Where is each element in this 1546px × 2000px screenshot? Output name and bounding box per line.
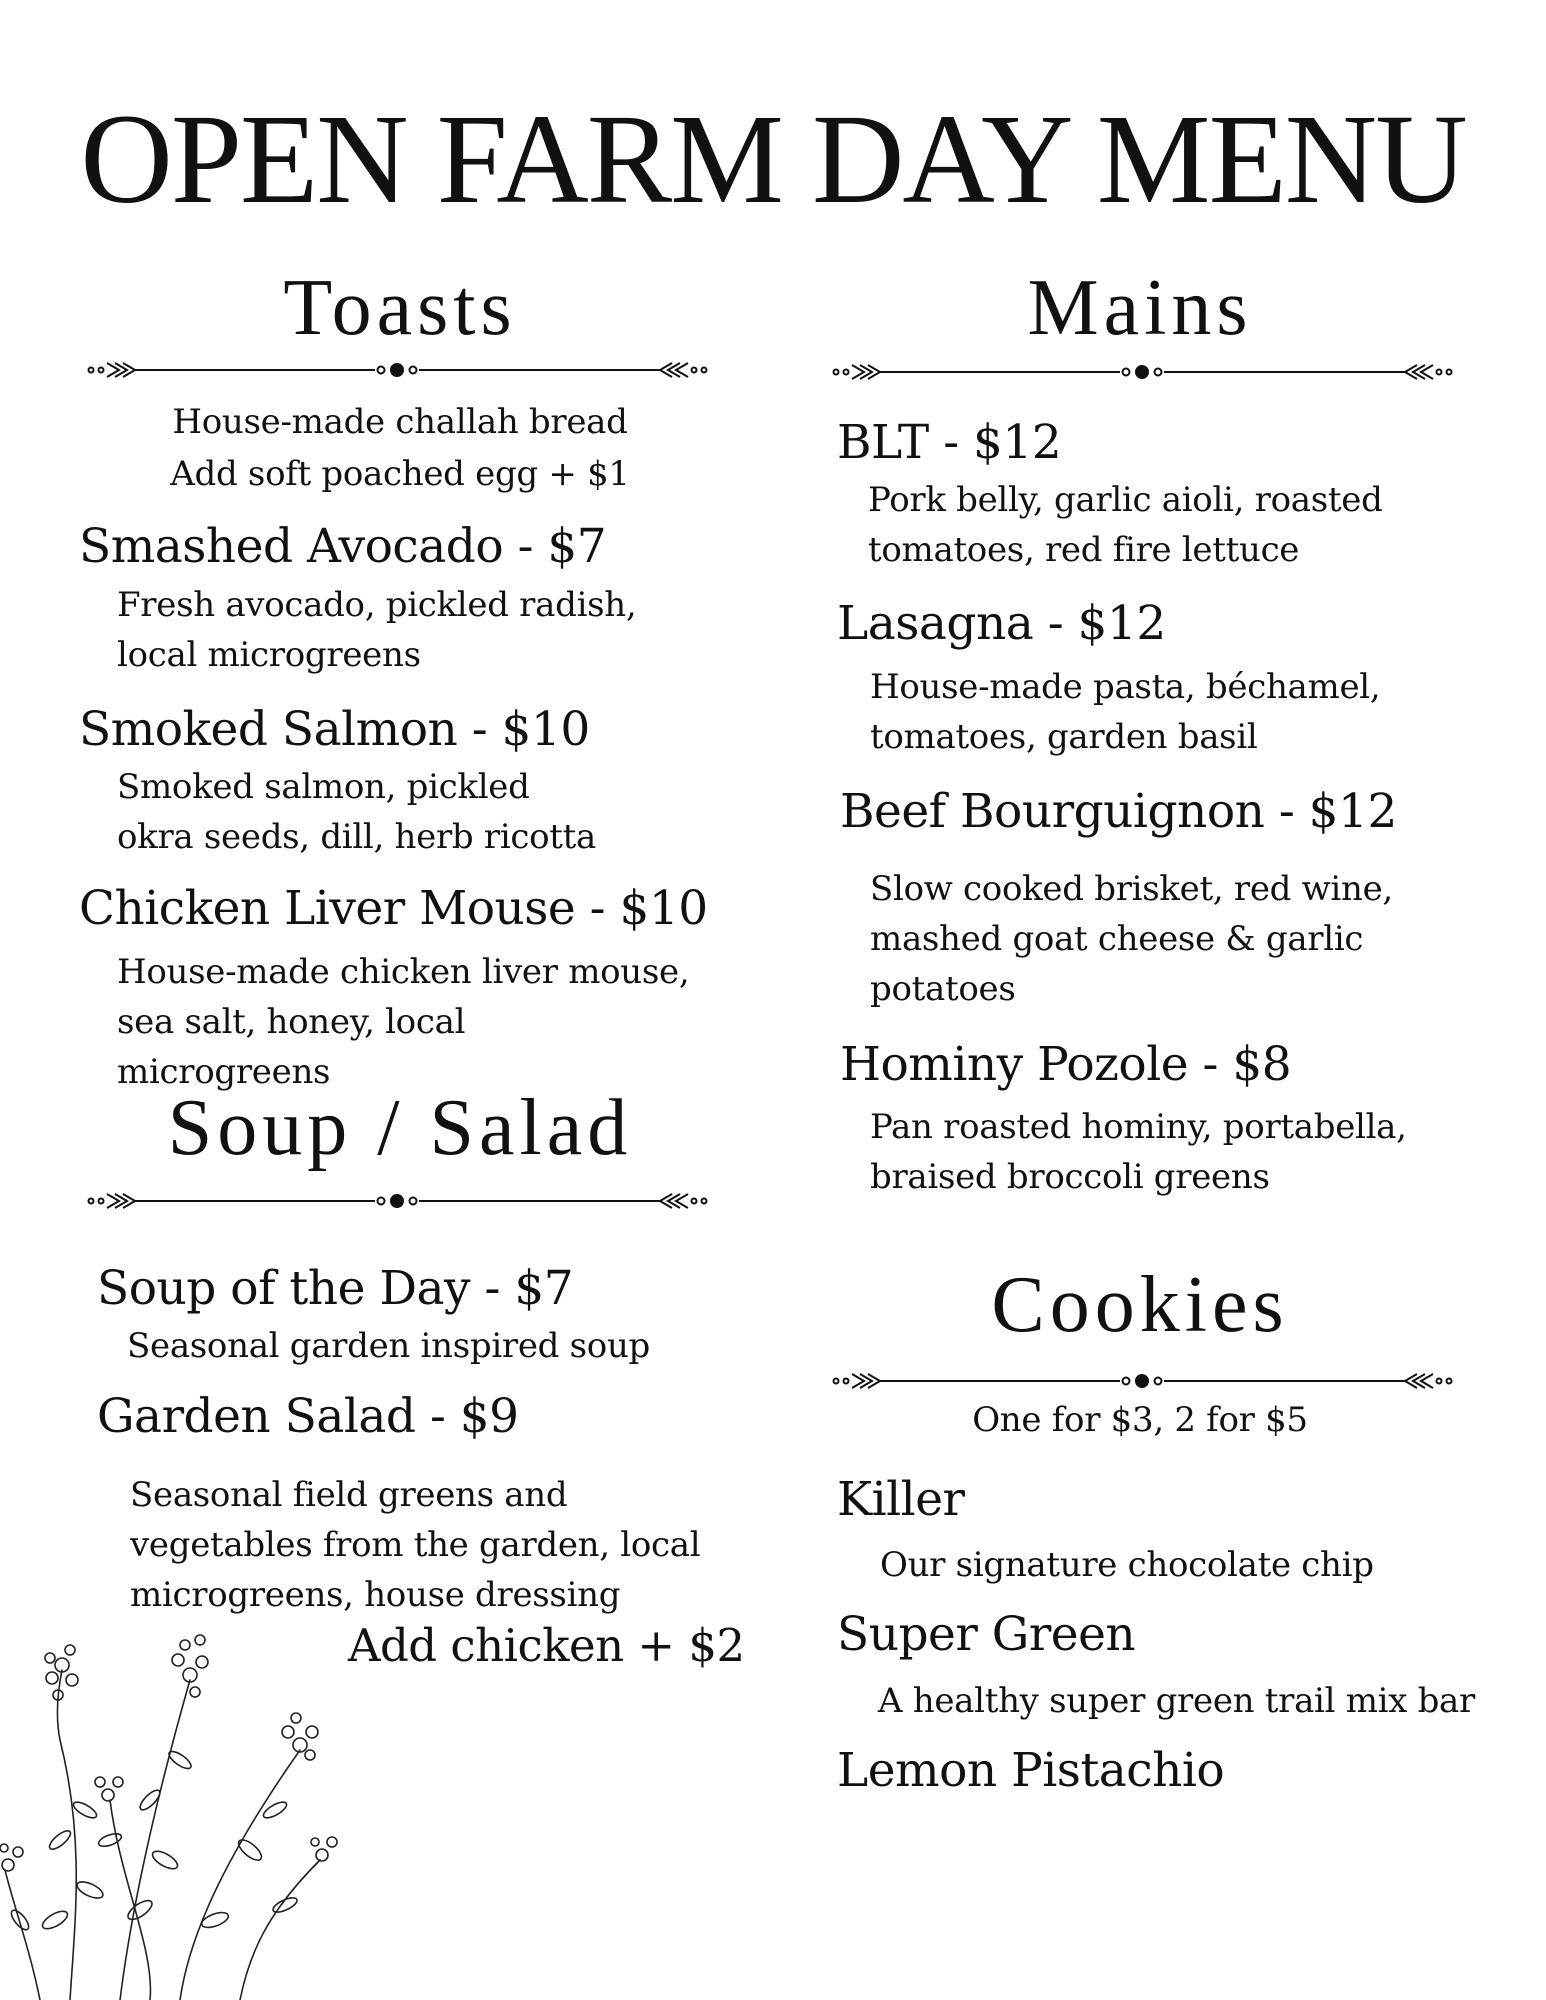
menu-item-name: Super Green bbox=[837, 1607, 1136, 1662]
menu-item-name: Killer bbox=[837, 1472, 965, 1527]
menu-item-desc: House-made pasta, béchamel, bbox=[870, 667, 1381, 707]
menu-item-name: Smoked Salmon - $10 bbox=[79, 702, 590, 757]
ornamental-divider-icon bbox=[89, 1194, 707, 1208]
menu-item-desc: tomatoes, red fire lettuce bbox=[868, 530, 1300, 570]
menu-item-name: Soup of the Day - $7 bbox=[97, 1261, 574, 1316]
menu-item-name: Hominy Pozole - $8 bbox=[840, 1037, 1292, 1092]
menu-item-desc: Seasonal field greens and bbox=[130, 1475, 568, 1515]
toasts-heading: Toasts bbox=[283, 264, 517, 352]
divider-soup-salad bbox=[85, 1189, 710, 1213]
menu-item-name: Lasagna - $12 bbox=[837, 596, 1166, 651]
menu-title: OPEN FARM DAY MENU bbox=[80, 88, 1466, 230]
mains-heading: Mains bbox=[1027, 264, 1253, 352]
divider-cookies bbox=[830, 1369, 1455, 1393]
menu-item-desc: Our signature chocolate chip bbox=[880, 1545, 1374, 1585]
menu-item-name: Chicken Liver Mouse - $10 bbox=[79, 881, 708, 936]
menu-item-name: Lemon Pistachio bbox=[837, 1743, 1225, 1798]
menu-item-desc: sea salt, honey, local bbox=[117, 1002, 466, 1042]
menu-item-desc: Smoked salmon, pickled bbox=[117, 767, 530, 807]
menu-item-desc: tomatoes, garden basil bbox=[870, 717, 1258, 757]
menu-item-desc: Slow cooked brisket, red wine, bbox=[870, 869, 1393, 909]
soup-salad-heading: Soup / Salad bbox=[167, 1084, 633, 1172]
menu-item-desc: microgreens bbox=[117, 1052, 331, 1092]
menu-item-name: Smashed Avocado - $7 bbox=[79, 519, 607, 574]
toasts-intro-line-1: House-made challah bread bbox=[172, 402, 628, 442]
menu-item-desc: okra seeds, dill, herb ricotta bbox=[117, 817, 597, 857]
menu-item-desc: braised broccoli greens bbox=[870, 1157, 1270, 1197]
addon-chicken: Add chicken + $2 bbox=[348, 1619, 745, 1672]
menu-item-desc: microgreens, house dressing bbox=[130, 1575, 621, 1615]
menu-item-desc: mashed goat cheese & garlic bbox=[870, 919, 1364, 959]
ornamental-divider-icon bbox=[834, 1374, 1452, 1388]
divider-toasts bbox=[85, 358, 710, 382]
ornamental-divider-icon bbox=[89, 363, 707, 377]
menu-item-desc: Fresh avocado, pickled radish, bbox=[117, 585, 637, 625]
menu-item-desc: Seasonal garden inspired soup bbox=[127, 1326, 651, 1366]
ornamental-divider-icon bbox=[834, 365, 1452, 379]
menu-item-desc: local microgreens bbox=[117, 635, 421, 675]
plant-icon bbox=[0, 1635, 337, 2000]
menu-item-desc: Pork belly, garlic aioli, roasted bbox=[868, 480, 1383, 520]
menu-item-desc: vegetables from the garden, local bbox=[130, 1525, 701, 1565]
menu-item-desc: A healthy super green trail mix bar bbox=[878, 1681, 1475, 1721]
menu-item-name: Beef Bourguignon - $12 bbox=[840, 784, 1397, 839]
menu-item-desc: potatoes bbox=[870, 969, 1016, 1009]
menu-item-name: Garden Salad - $9 bbox=[97, 1389, 519, 1444]
menu-item-desc: House-made chicken liver mouse, bbox=[117, 952, 690, 992]
menu-item-name: BLT - $12 bbox=[837, 415, 1062, 470]
toasts-intro-line-2: Add soft poached egg + $1 bbox=[170, 454, 630, 494]
divider-mains bbox=[830, 360, 1455, 384]
menu-item-desc: Pan roasted hominy, portabella, bbox=[870, 1107, 1407, 1147]
cookies-pricing: One for $3, 2 for $5 bbox=[972, 1400, 1308, 1440]
thyme-sprig-illustration bbox=[0, 1620, 370, 2000]
cookies-heading: Cookies bbox=[991, 1261, 1289, 1349]
